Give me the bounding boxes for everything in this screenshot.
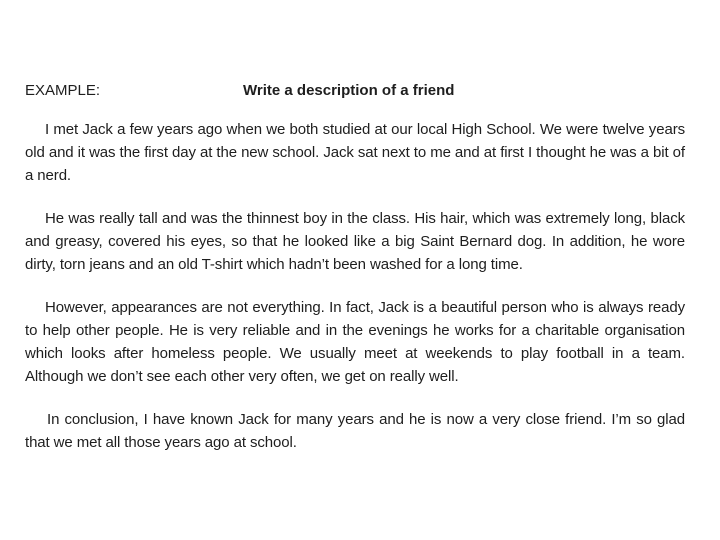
paragraph-introduction: I met Jack a few years ago when we both studied at our local High School. We were twelve years old and it was the first day at the new school. Jack sat next to me and at first I thought he was a bit of a nerd. [25, 121, 685, 184]
example-label: EXAMPLE: [25, 82, 101, 99]
document [25, 80, 685, 454]
document-title: Write a description of a friend [243, 82, 455, 99]
paragraph-personality: However, appearances are not everything. In fact, Jack is a beautiful person who is always ready to help other people. He is very reliable and in the evenings he works for a charitable organisation which looks after homeless people. We usually meet at weekends to play football in a team. Although we don’t see each other very often, we get on really well. [25, 299, 685, 385]
document-header [25, 80, 685, 102]
paragraph-appearance: He was really tall and was the thinnest boy in the class. His hair, which was extremely long, black and greasy, covered his eyes, so that he looked like a big Saint Bernard dog. In addition, he wore dirty, torn jeans and an old T-shirt which hadn’t been washed for a long time. [25, 210, 685, 273]
paragraph-conclusion: In conclusion, I have known Jack for many years and he is now a very close friend. I’m so glad that we met all those years ago at school. [25, 411, 685, 451]
